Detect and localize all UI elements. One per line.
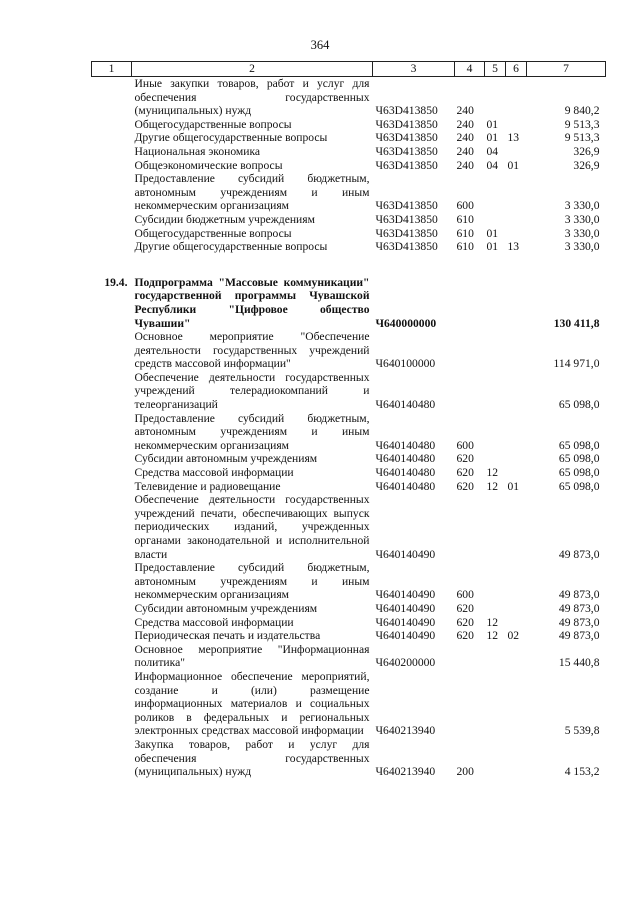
row-name: Телевидение и радиовещание	[134, 479, 281, 493]
header-col-7: 7	[527, 62, 606, 77]
row-number	[92, 738, 132, 779]
row-section: 12	[486, 629, 499, 643]
row-number	[92, 145, 132, 159]
row-number	[92, 118, 132, 132]
row-code: Ч640140480	[375, 452, 436, 466]
row-amount: 3 330,0	[564, 240, 600, 254]
row-expense-type: 240	[456, 144, 474, 158]
row-section: 12	[486, 479, 499, 493]
row-subsection	[506, 330, 527, 371]
row-name: Предоставление субсидий бюджетным, автономным учреждениям и иным некоммерческим организациям	[134, 172, 370, 213]
table-row	[92, 616, 606, 630]
row-name: Национальная экономика	[134, 144, 261, 158]
row-name: Общеэкономические вопросы	[134, 158, 283, 172]
header-col-6: 6	[506, 62, 527, 77]
row-subsection: 13	[507, 131, 520, 145]
row-amount: 15 440,8	[558, 656, 600, 670]
table-row	[92, 145, 606, 159]
row-number	[92, 466, 132, 480]
row-amount: 65 098,0	[558, 479, 600, 493]
row-subsection	[506, 118, 527, 132]
row-code: Ч640140480	[375, 466, 436, 480]
table-row	[92, 330, 606, 371]
row-number	[92, 452, 132, 466]
row-code: Ч63D413850	[375, 117, 438, 131]
row-number	[92, 602, 132, 616]
row-amount: 326,9	[573, 158, 600, 172]
row-code: Ч63D413850	[375, 199, 438, 213]
row-expense-type: 240	[456, 131, 474, 145]
row-number	[92, 213, 132, 227]
row-amount: 65 098,0	[558, 466, 600, 480]
table-row	[92, 118, 606, 132]
table-row	[92, 466, 606, 480]
row-number	[92, 131, 132, 145]
header-col-1: 1	[92, 62, 132, 77]
table-row	[92, 371, 606, 412]
row-section: 01	[486, 131, 499, 145]
row-code: Ч63D413850	[375, 212, 438, 226]
table-row	[92, 172, 606, 213]
row-amount: 5 539,8	[564, 724, 600, 738]
row-expense-type: 620	[456, 479, 474, 493]
row-amount: 9 513,3	[564, 131, 600, 145]
table-row	[92, 480, 606, 494]
table-row	[92, 412, 606, 453]
row-code: Ч63D413850	[375, 226, 438, 240]
row-subsection: 01	[507, 158, 520, 172]
row-subsection	[506, 213, 527, 227]
row-subsection	[506, 493, 527, 561]
row-subsection	[506, 643, 527, 670]
row-amount: 49 873,0	[558, 547, 600, 561]
row-subsection	[506, 77, 527, 118]
table-row	[92, 213, 606, 227]
table-row	[92, 602, 606, 616]
row-section	[485, 213, 506, 227]
row-name: Подпрограмма "Массовые коммуникации" государственной программы Чувашской Республики "Цифровое общество Чувашии"	[134, 275, 370, 330]
row-number	[92, 412, 132, 453]
row-name: Средства массовой информации	[134, 466, 294, 480]
row-amount: 3 330,0	[564, 226, 600, 240]
row-section	[485, 452, 506, 466]
row-number	[92, 240, 132, 254]
row-section	[485, 77, 506, 118]
row-section	[485, 172, 506, 213]
row-subsection	[506, 145, 527, 159]
row-expense-type: 600	[456, 588, 474, 602]
row-number	[92, 172, 132, 213]
table-row	[92, 452, 606, 466]
row-number	[92, 159, 132, 173]
row-section: 12	[486, 615, 499, 629]
row-name: Информационное обеспечение мероприятий, создание и (или) размещение информационных материалов и социальных роликов в федеральных и региональных электронных средствах массовой информации	[134, 669, 370, 738]
row-name: Субсидии автономным учреждениям	[134, 601, 318, 615]
header-col-2: 2	[132, 62, 373, 77]
row-subsection	[506, 466, 527, 480]
row-section	[485, 371, 506, 412]
budget-table	[91, 61, 606, 779]
row-amount: 130 411,8	[553, 316, 600, 330]
row-number	[92, 643, 132, 670]
row-subsection	[506, 172, 527, 213]
row-code: Ч640140490	[375, 547, 436, 561]
row-code: Ч640140490	[375, 629, 436, 643]
table-row	[92, 629, 606, 643]
row-expense-type: 600	[456, 438, 474, 452]
row-expense-type: 240	[456, 158, 474, 172]
row-subsection	[506, 616, 527, 630]
row-number	[92, 670, 132, 738]
row-name: Предоставление субсидий бюджетным, автономным учреждениям и иным некоммерческим организациям	[134, 561, 370, 602]
row-number	[92, 77, 132, 118]
row-section: 12	[486, 466, 499, 480]
row-name: Общегосударственные вопросы	[134, 226, 292, 240]
row-expense-type	[455, 493, 485, 561]
row-code: Ч640213940	[375, 724, 436, 738]
row-subsection	[506, 452, 527, 466]
row-section: 01	[486, 226, 499, 240]
row-code: Ч63D413850	[375, 104, 438, 118]
row-name: Средства массовой информации	[134, 615, 294, 629]
row-number	[92, 371, 132, 412]
row-number	[92, 616, 132, 630]
row-expense-type	[455, 670, 485, 738]
table-row	[92, 131, 606, 145]
row-section	[485, 412, 506, 453]
row-amount: 49 873,0	[558, 601, 600, 615]
table-row	[92, 77, 606, 118]
row-name: Предоставление субсидий бюджетным, автономным учреждениям и иным некоммерческим организациям	[134, 411, 370, 452]
header-col-5: 5	[485, 62, 506, 77]
row-name: Периодическая печать и издательства	[134, 629, 321, 643]
row-code: Ч63D413850	[375, 131, 438, 145]
row-number	[92, 227, 132, 241]
row-section: 01	[486, 117, 499, 131]
spacer-cell	[92, 254, 606, 276]
row-code: Ч640000000	[375, 316, 437, 330]
table-row	[92, 159, 606, 173]
row-code: Ч640200000	[375, 656, 436, 670]
row-number	[92, 493, 132, 561]
row-expense-type: 620	[456, 466, 474, 480]
row-subsection	[506, 412, 527, 453]
row-number	[92, 561, 132, 602]
row-code: Ч640100000	[375, 357, 436, 371]
row-code: Ч640140490	[375, 588, 436, 602]
row-amount: 326,9	[573, 144, 600, 158]
row-code: Ч640213940	[375, 765, 436, 779]
row-name: Обеспечение деятельности государственных учреждений печати, обеспечивающих выпуск периодических изданий, учрежденных органами законодательной и исполнительной власти	[134, 493, 370, 561]
row-section	[485, 561, 506, 602]
row-subsection	[506, 227, 527, 241]
row-expense-type	[455, 643, 485, 670]
row-section	[485, 602, 506, 616]
row-subsection	[506, 602, 527, 616]
table-row	[92, 738, 606, 779]
table-spacer-row	[92, 254, 606, 276]
row-subsection	[506, 371, 527, 412]
row-expense-type: 610	[456, 240, 474, 254]
row-name: Основное мероприятие "Обеспечение деятельности государственных учреждений средств массовой информации"	[134, 330, 370, 371]
row-expense-type	[455, 371, 485, 412]
row-amount: 3 330,0	[564, 199, 600, 213]
row-name: Другие общегосударственные вопросы	[134, 240, 328, 254]
row-code: Ч640140490	[375, 615, 436, 629]
table-row	[92, 643, 606, 670]
row-name: Другие общегосударственные вопросы	[134, 131, 328, 145]
row-subsection	[506, 738, 527, 779]
row-code: Ч640140480	[375, 479, 436, 493]
row-name: Закупка товаров, работ и услуг для обеспечения государственных (муниципальных) нужд	[134, 737, 370, 779]
row-amount: 49 873,0	[558, 588, 600, 602]
row-name: Иные закупки товаров, работ и услуг для обеспечения государственных (муниципальных) нужд	[134, 77, 370, 118]
row-subsection	[506, 561, 527, 602]
row-amount: 49 873,0	[558, 629, 600, 643]
row-subsection	[506, 670, 527, 738]
row-expense-type: 600	[456, 199, 474, 213]
row-amount: 65 098,0	[558, 452, 600, 466]
row-number	[92, 330, 132, 371]
page-number: 364	[310, 38, 330, 52]
table-row	[92, 276, 606, 330]
row-name: Субсидии бюджетным учреждениям	[134, 212, 315, 226]
table-body	[92, 77, 606, 779]
row-expense-type	[455, 276, 485, 330]
row-subsection	[506, 276, 527, 330]
row-amount: 114 971,0	[553, 357, 600, 371]
row-section	[485, 643, 506, 670]
row-expense-type: 620	[456, 601, 474, 615]
row-expense-type: 240	[456, 104, 474, 118]
row-expense-type: 620	[456, 615, 474, 629]
header-row	[92, 62, 606, 77]
row-section: 01	[486, 240, 499, 254]
row-code: Ч640140480	[375, 398, 436, 412]
row-number	[92, 629, 132, 643]
row-section	[485, 276, 506, 330]
row-section: 04	[486, 144, 499, 158]
table-row	[92, 227, 606, 241]
row-expense-type: 620	[456, 629, 474, 643]
row-expense-type: 240	[456, 117, 474, 131]
table-row	[92, 493, 606, 561]
row-code: Ч63D413850	[375, 240, 438, 254]
row-code: Ч63D413850	[375, 158, 438, 172]
table-row	[92, 561, 606, 602]
row-amount: 49 873,0	[558, 615, 600, 629]
row-amount: 3 330,0	[564, 212, 600, 226]
row-expense-type: 610	[456, 212, 474, 226]
row-code: Ч63D413850	[375, 144, 438, 158]
table-row	[92, 240, 606, 254]
row-section	[485, 493, 506, 561]
row-subsection: 13	[507, 240, 520, 254]
row-name: Основное мероприятие "Информационная политика"	[134, 642, 370, 670]
row-amount: 9 513,3	[564, 117, 600, 131]
row-amount: 65 098,0	[558, 398, 600, 412]
row-number: 19.4.	[104, 275, 128, 289]
row-amount: 4 153,2	[564, 765, 600, 779]
row-name: Общегосударственные вопросы	[134, 117, 292, 131]
row-code: Ч640140480	[375, 438, 436, 452]
row-section	[485, 738, 506, 779]
header-col-4: 4	[455, 62, 485, 77]
row-expense-type: 620	[456, 452, 474, 466]
row-subsection: 02	[507, 629, 520, 643]
row-expense-type	[455, 330, 485, 371]
row-section	[485, 670, 506, 738]
row-expense-type: 610	[456, 226, 474, 240]
row-number	[92, 480, 132, 494]
header-col-3: 3	[373, 62, 455, 77]
row-section	[485, 330, 506, 371]
row-subsection: 01	[507, 479, 520, 493]
row-code: Ч640140490	[375, 601, 436, 615]
table-row	[92, 670, 606, 738]
row-amount: 65 098,0	[558, 438, 600, 452]
row-name: Обеспечение деятельности государственных учреждений телерадиокомпаний и телеорганизаций	[134, 370, 370, 412]
row-expense-type: 200	[456, 765, 474, 779]
row-name: Субсидии автономным учреждениям	[134, 452, 318, 466]
row-amount: 9 840,2	[564, 104, 600, 118]
row-section: 04	[486, 158, 499, 172]
